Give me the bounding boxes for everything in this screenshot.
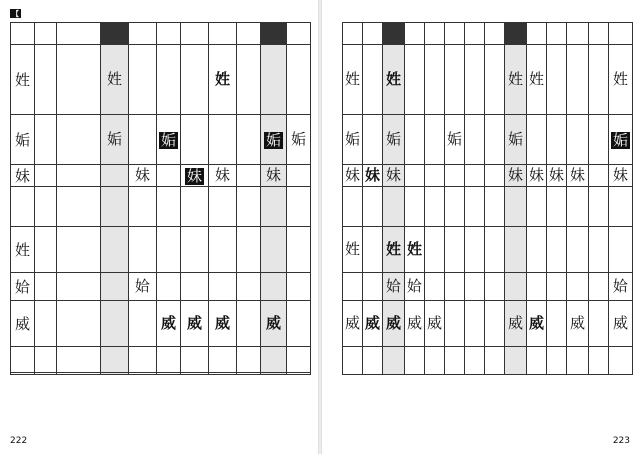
cell: [343, 347, 363, 375]
cell: [129, 115, 157, 165]
table-row: [343, 115, 633, 165]
cell: 姤: [609, 115, 633, 165]
row-head: 威: [11, 301, 35, 347]
table-row: [343, 347, 633, 375]
cell: [261, 347, 287, 375]
cell: [465, 301, 485, 347]
col-header: [547, 23, 567, 45]
cell: [527, 115, 547, 165]
cell: [589, 165, 609, 187]
cell: [609, 187, 633, 227]
cell: [261, 273, 287, 301]
cell: 威: [405, 301, 425, 347]
cell: [237, 227, 261, 273]
row-head: 姤: [11, 115, 35, 165]
cell: 姤: [101, 115, 129, 165]
col-header: [445, 23, 465, 45]
cell: [287, 347, 311, 375]
cell: [157, 273, 181, 301]
cell: [485, 227, 505, 273]
col-header: [35, 23, 57, 45]
cell: [363, 347, 383, 375]
cell: [547, 187, 567, 227]
cell: 妹: [129, 165, 157, 187]
right-page: [322, 0, 640, 454]
cell: [157, 347, 181, 375]
cell: 妹: [181, 165, 209, 187]
cell: 威: [383, 301, 405, 347]
cell: [465, 227, 485, 273]
col-header: [181, 23, 209, 45]
cell: [465, 115, 485, 165]
cell: 姤: [445, 115, 465, 165]
cell: 威: [209, 301, 237, 347]
cell: [237, 45, 261, 115]
cell: [547, 273, 567, 301]
cell: [57, 45, 101, 115]
cell: [261, 227, 287, 273]
cell: [287, 227, 311, 273]
cell: [237, 273, 261, 301]
cell: [547, 347, 567, 375]
cell: [343, 273, 363, 301]
cell: [527, 273, 547, 301]
col-header: [485, 23, 505, 45]
cell: [129, 301, 157, 347]
col-header: [57, 23, 101, 45]
cell: [57, 301, 101, 347]
cell: [363, 187, 383, 227]
cell: 姶: [383, 273, 405, 301]
cell: [567, 347, 589, 375]
col-header: [405, 23, 425, 45]
cell: [445, 227, 465, 273]
cell: [589, 273, 609, 301]
cell: [567, 273, 589, 301]
col-header-kanji: [11, 23, 35, 45]
table-row: [11, 301, 311, 347]
cell: 姓: [505, 45, 527, 115]
cell: [181, 115, 209, 165]
col-header: [209, 23, 237, 45]
cell: [101, 301, 129, 347]
cell: 姤: [261, 115, 287, 165]
cell: 威: [157, 301, 181, 347]
cell: 姶: [405, 273, 425, 301]
cell: [589, 227, 609, 273]
cell: [101, 227, 129, 273]
cell: [485, 187, 505, 227]
cell: 妹: [547, 165, 567, 187]
cell: [567, 227, 589, 273]
cell: [237, 115, 261, 165]
cell: [425, 115, 445, 165]
cell: [485, 115, 505, 165]
cell: [287, 273, 311, 301]
cell: [589, 45, 609, 115]
cell: 妹: [505, 165, 527, 187]
section-tag: 【: [12, 9, 19, 18]
page-number-right: 223: [612, 436, 630, 446]
cell: [589, 347, 609, 375]
table-row: [343, 227, 633, 273]
section-title: [10, 9, 23, 19]
cell: 姤: [383, 115, 405, 165]
cell: [35, 301, 57, 347]
cell: [589, 115, 609, 165]
cell: 姤: [287, 115, 311, 165]
cell: [181, 227, 209, 273]
cell: [527, 347, 547, 375]
cell: [547, 301, 567, 347]
cell: [527, 187, 547, 227]
table-row: [11, 187, 311, 227]
cell: [209, 227, 237, 273]
cell: [35, 227, 57, 273]
cell: [35, 187, 57, 227]
table-row: [11, 45, 311, 115]
cell: [445, 347, 465, 375]
row-head: 妹: [11, 165, 35, 187]
col-header: [343, 23, 363, 45]
cell: [101, 165, 129, 187]
table-row: [11, 273, 311, 301]
cell: [237, 187, 261, 227]
cell: [567, 187, 589, 227]
left-header-row: [11, 23, 311, 45]
cell: 妹: [209, 165, 237, 187]
cell: 妹: [567, 165, 589, 187]
cell: [425, 347, 445, 375]
cell: [465, 45, 485, 115]
cell: [567, 115, 589, 165]
cell: 姓: [405, 227, 425, 273]
col-header: [237, 23, 261, 45]
col-header: [527, 23, 547, 45]
cell: [485, 273, 505, 301]
cell: [465, 187, 485, 227]
cell: [129, 347, 157, 375]
cell: [157, 187, 181, 227]
cell: 威: [527, 301, 547, 347]
cell: [129, 45, 157, 115]
cell: [363, 227, 383, 273]
cell: [383, 347, 405, 375]
cell: [35, 347, 57, 375]
table-row: [343, 187, 633, 227]
commentary-box: [10, 372, 310, 423]
cell: [505, 347, 527, 375]
cell: [237, 165, 261, 187]
cell: 妹: [609, 165, 633, 187]
cell: [363, 45, 383, 115]
cell: [287, 187, 311, 227]
cell: [57, 227, 101, 273]
cell: [157, 227, 181, 273]
cell: [157, 165, 181, 187]
cell: [527, 227, 547, 273]
cell: [363, 273, 383, 301]
cell: 姓: [527, 45, 547, 115]
table-row: [343, 301, 633, 347]
cell: 威: [505, 301, 527, 347]
cell: [425, 45, 445, 115]
cell: [547, 45, 567, 115]
col-header: [589, 23, 609, 45]
cell: [485, 45, 505, 115]
cell: [405, 347, 425, 375]
cell: [237, 301, 261, 347]
cell: 威: [425, 301, 445, 347]
cell: 姓: [209, 45, 237, 115]
cell: [425, 165, 445, 187]
cell: 威: [363, 301, 383, 347]
col-header: [101, 23, 129, 45]
cell: [609, 347, 633, 375]
cell: 姓: [609, 45, 633, 115]
cell: 威: [343, 301, 363, 347]
cell: 姤: [343, 115, 363, 165]
cell: 姤: [505, 115, 527, 165]
cell: 妹: [383, 165, 405, 187]
cell: [101, 347, 129, 375]
col-header: [129, 23, 157, 45]
row-head: 姶: [11, 273, 35, 301]
cell: [343, 187, 363, 227]
cell: 姓: [343, 45, 363, 115]
col-header: [425, 23, 445, 45]
table-row: [11, 227, 311, 273]
cell: 威: [261, 301, 287, 347]
cell: 姶: [129, 273, 157, 301]
cell: 姓: [383, 227, 405, 273]
cell: [287, 301, 311, 347]
cell: [237, 347, 261, 375]
cell: [445, 45, 465, 115]
cell: [465, 165, 485, 187]
cell: [485, 301, 505, 347]
col-header: [157, 23, 181, 45]
cell: [101, 273, 129, 301]
table-row: [11, 115, 311, 165]
cell: 妹: [527, 165, 547, 187]
cell: 姓: [383, 45, 405, 115]
cell: [57, 165, 101, 187]
cell: [57, 115, 101, 165]
cell: [57, 347, 101, 375]
cell: [505, 227, 527, 273]
cell: [181, 347, 209, 375]
row-head: [11, 347, 35, 375]
cell: 妹: [343, 165, 363, 187]
cell: 妹: [363, 165, 383, 187]
cell: [287, 45, 311, 115]
cell: [485, 347, 505, 375]
cell: 姤: [157, 115, 181, 165]
cell: [547, 227, 567, 273]
cell: [445, 165, 465, 187]
cell: [609, 227, 633, 273]
cell: [465, 347, 485, 375]
cell: [405, 45, 425, 115]
cell: [589, 187, 609, 227]
col-header: [567, 23, 589, 45]
col-header: [383, 23, 405, 45]
cell: [425, 187, 445, 227]
cell: 威: [181, 301, 209, 347]
row-head: 姓: [11, 45, 35, 115]
page-number-left: 222: [10, 436, 28, 446]
cell: 姓: [101, 45, 129, 115]
row-head: 姓: [11, 227, 35, 273]
col-header: [287, 23, 311, 45]
table-row: [343, 273, 633, 301]
cell: [129, 187, 157, 227]
cell: [57, 273, 101, 301]
cell: [181, 273, 209, 301]
cell: [547, 115, 567, 165]
cell: [445, 273, 465, 301]
table-row: [343, 165, 633, 187]
cell: [35, 165, 57, 187]
left-page: [0, 0, 318, 454]
left-character-table: [10, 22, 311, 375]
cell: [35, 273, 57, 301]
cell: [57, 187, 101, 227]
cell: [209, 187, 237, 227]
cell: [157, 45, 181, 115]
cell: 威: [609, 301, 633, 347]
cell: 姓: [343, 227, 363, 273]
cell: [129, 227, 157, 273]
cell: 姶: [609, 273, 633, 301]
cell: [363, 115, 383, 165]
table-row: [11, 165, 311, 187]
cell: [445, 301, 465, 347]
cell: [35, 115, 57, 165]
cell: [505, 187, 527, 227]
cell: [35, 45, 57, 115]
cell: [209, 115, 237, 165]
col-header: [609, 23, 633, 45]
col-header: [363, 23, 383, 45]
cell: [405, 165, 425, 187]
cell: [287, 165, 311, 187]
cell: [589, 301, 609, 347]
table-row: [343, 45, 633, 115]
cell: [209, 347, 237, 375]
cell: [505, 273, 527, 301]
cell: [405, 187, 425, 227]
cell: [101, 187, 129, 227]
cell: [209, 273, 237, 301]
cell: [261, 45, 287, 115]
cell: [405, 115, 425, 165]
cell: [261, 187, 287, 227]
cell: [425, 227, 445, 273]
right-header-row: [343, 23, 633, 45]
cell: 妹: [261, 165, 287, 187]
col-header: [505, 23, 527, 45]
cell: [445, 187, 465, 227]
cell: [567, 45, 589, 115]
cell: [485, 165, 505, 187]
row-head: [11, 187, 35, 227]
cell: [465, 273, 485, 301]
col-header: [465, 23, 485, 45]
cell: [181, 45, 209, 115]
col-header: [261, 23, 287, 45]
table-row: [11, 347, 311, 375]
cell: [383, 187, 405, 227]
cell: [181, 187, 209, 227]
cell: 威: [567, 301, 589, 347]
right-character-table: [342, 22, 633, 375]
cell: [425, 273, 445, 301]
